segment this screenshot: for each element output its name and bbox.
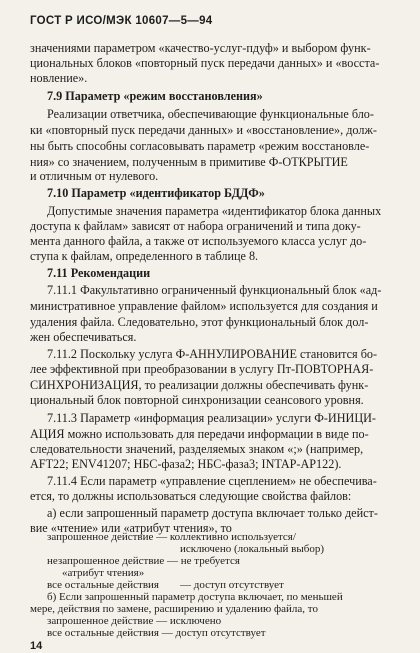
text-line: 7.11.2 Поскольку услуга Ф-АННУЛИРОВАНИЕ становится бо- xyxy=(47,347,378,361)
text-line: ступа к файлам, определенного в таблице 8. xyxy=(30,249,259,263)
text-line: и отличным от нулевого. xyxy=(30,169,159,183)
text-line: 7.11.1 Факультативно ограниченный функциональный блок «ад- xyxy=(47,283,382,297)
property-row: все остальные действия — доступ отсутствует xyxy=(47,627,266,639)
list-item: б) Если запрошенный параметр доступа включает, по меньшей xyxy=(47,591,343,603)
page-header: ГОСТ Р ИСО/МЭК 10607—5—94 xyxy=(30,15,213,27)
text-line: циональный блок повторной синхронизации сеансового уровня. xyxy=(30,393,364,407)
text-line: Допустимые значения параметра «идентификатор блока данных xyxy=(47,204,382,218)
text-line: ния» со значением, полученным в примитиве Ф-ОТКРЫТИЕ xyxy=(30,155,348,169)
section-heading: 7.9 Параметр «режим восстановления» xyxy=(47,89,263,103)
text-line: следовательности значений, разделяемых знаком «;» (например, xyxy=(30,442,364,456)
text-line: значениями параметром «качество-услуг-пдуф» и выбором функ- xyxy=(30,41,371,55)
text-line: жен обеспечиваться. xyxy=(30,330,137,344)
section-heading: 7.11 Рекомендации xyxy=(47,266,151,280)
property-row: все остальные действия xyxy=(47,579,159,591)
property-row-continuation: «атрибут чтения» xyxy=(62,567,145,579)
text-line: Реализации ответчика, обеспечивающие функциональные бло- xyxy=(47,107,374,121)
section-heading: 7.10 Параметр «идентификатор БДДФ» xyxy=(47,186,265,200)
text-line: СИНХРОНИЗАЦИЯ, то реализации должны обеспечивать функ- xyxy=(30,378,369,392)
property-row: запрошенное действие — исключено xyxy=(47,615,222,627)
property-row-continuation: исключено (локальный выбор) xyxy=(180,543,325,555)
page-number: 14 xyxy=(30,640,43,652)
property-row-value: — доступ отсутствует xyxy=(180,579,284,591)
text-line: ны быть способны согласовывать параметр «режим восстановле- xyxy=(30,139,370,153)
text-line: мента данного файла, а также от используемого класса услуг до- xyxy=(30,234,367,248)
list-item: а) если запрошенный параметр доступа включает только дейст- xyxy=(47,506,378,520)
text-line: ется, то должны использоваться следующие свойства файлов: xyxy=(30,489,352,503)
text-line: вие «чтение» или «атрибут чтения», то xyxy=(30,521,232,535)
text-line: АЦИЯ можно использовать для передачи информации в виде по- xyxy=(30,427,369,441)
text-line: мере, действия по замене, расширению и удалению файла, то xyxy=(30,603,318,615)
text-line: доступа к файлам» зависят от набора ограничений и типа доку- xyxy=(30,219,361,233)
text-line: министративное управление файлом» используется для создания и xyxy=(30,299,378,313)
property-row: запрошенное действие — коллективно используется/ xyxy=(47,531,296,543)
text-line: новление». xyxy=(30,71,88,85)
text-line: ки «повторный пуск передачи данных» и «восстановление», долж- xyxy=(30,123,377,137)
text-line: 7.11.3 Параметр «информация реализации» услуги Ф-ИНИЦИ- xyxy=(47,411,376,425)
text-line: циональных блоков «повторный пуск передачи данных» и «восста- xyxy=(30,56,380,70)
text-line: лее эффективной при преобразовании в услугу Пт-ПОВТОРНАЯ- xyxy=(30,362,374,376)
text-line: удаления файла. Следовательно, этот функциональный блок дол- xyxy=(30,315,369,329)
text-line: 7.11.4 Если параметр «управление сцеплением» не обеспечива- xyxy=(47,474,377,488)
property-row: незапрошенное действие — не требуется xyxy=(47,555,240,567)
text-line: AFT22; ENV41207; НБС-фаза2; НБС-фаза3; INTAP-AP122). xyxy=(30,457,342,471)
